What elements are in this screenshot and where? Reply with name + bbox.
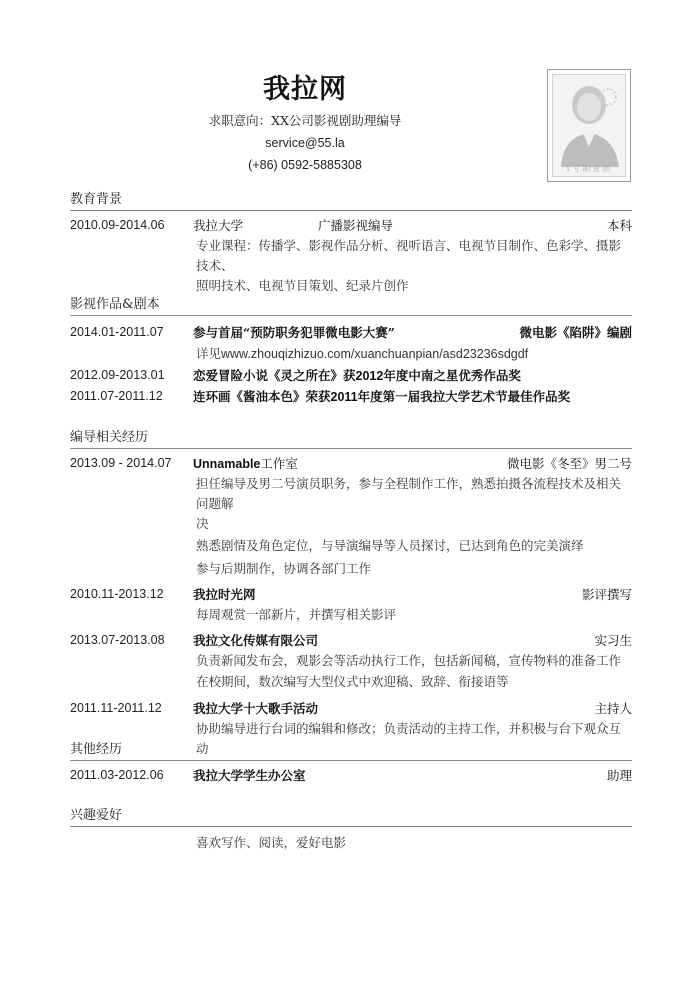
works-section — [70, 295, 632, 407]
school: 我拉大学 — [193, 218, 244, 233]
other-section — [70, 740, 632, 786]
experience-detail: 负责新闻发布会，观影会等活动执行工作，包括新闻稿，宣传物料的准备工作 — [196, 653, 622, 668]
photo-frame — [552, 74, 626, 177]
experience-row — [70, 453, 632, 474]
hobbies-text: 喜欢写作、阅读，爱好电影 — [196, 835, 347, 850]
section-title: 影视作品&剧本 — [70, 295, 632, 316]
major: 广播影视编导 — [318, 218, 394, 233]
work-title: 连环画《酱油本色》荣获2011年度第一届我拉大学艺术节最佳作品奖 — [193, 389, 571, 404]
date: 2010.09-2014.06 — [70, 218, 165, 232]
organization: Unnamable工作室 — [193, 456, 298, 471]
date: 2011.11-2011.12 — [70, 701, 162, 715]
date: 2013.07-2013.08 — [70, 633, 165, 647]
organization: 我拉时光网 — [193, 587, 256, 602]
experience-row — [70, 584, 632, 605]
role: 微电影《冬至》男二号 — [506, 456, 632, 471]
experience-detail: 熟悉剧情及角色定位，与导演编导等人员探讨，已达到角色的完美演绎 — [196, 538, 584, 553]
courses-line: 专业课程：传播学、影视作品分析、视听语言、电视节目制作、色彩学、摄影技术、 — [196, 238, 622, 273]
phone: (+86) 0592-5885308 — [248, 158, 362, 172]
experience-detail: 担任编导及男二号演员职务，参与全程制作工作，熟悉拍摄各流程技术及相关问题解 — [196, 476, 622, 511]
profile-photo — [547, 69, 631, 182]
resume-header — [0, 70, 610, 176]
degree: 本科 — [606, 218, 632, 233]
date: 2012.09-2013.01 — [70, 368, 165, 382]
person-silhouette-icon — [553, 75, 626, 177]
role: 助理 — [606, 768, 632, 783]
role: 实习生 — [594, 633, 632, 648]
section-title: 教育背景 — [70, 190, 632, 211]
education-row — [70, 215, 632, 236]
candidate-name: 我拉网 — [263, 74, 347, 105]
experience-section — [70, 428, 632, 759]
hobbies-section — [70, 806, 632, 853]
section-title: 兴趣爱好 — [70, 806, 632, 827]
job-objective: 求职意向：XX公司影视剧助理编导 — [208, 113, 402, 128]
section-title: 其他经历 — [70, 740, 632, 761]
experience-detail: 决 — [196, 516, 209, 531]
date: 2011.07-2011.12 — [70, 389, 163, 403]
works-row — [70, 322, 632, 343]
role: 微电影《陷阱》编剧 — [519, 325, 632, 340]
experience-row — [70, 630, 632, 651]
experience-detail: 每周观赏一部新片，并撰写相关影评 — [196, 607, 397, 622]
work-title: 参与首届“预防职务犯罪微电影大赛” — [193, 325, 395, 340]
education-section — [70, 190, 632, 296]
email: service@55.la — [265, 136, 345, 150]
works-row — [70, 386, 632, 407]
section-title: 编导相关经历 — [70, 428, 632, 449]
other-row — [70, 765, 632, 786]
date: 2011.03-2012.06 — [70, 768, 164, 782]
date: 2013.09 - 2014.07 — [70, 456, 172, 470]
works-row — [70, 365, 632, 386]
date: 2014.01-2011.07 — [70, 325, 164, 339]
experience-row — [70, 698, 632, 719]
organization: 我拉文化传媒有限公司 — [193, 633, 319, 648]
organization: 我拉大学学生办公室 — [193, 768, 306, 783]
photo-label: 1寸职业照 — [565, 164, 613, 173]
work-detail-link: 详见www.zhouqizhizuo.com/xuanchuanpian/asd23236sdgdf — [196, 347, 529, 361]
experience-detail: 在校期间，数次编写大型仪式中欢迎稿、致辞、衔接语等 — [196, 674, 509, 689]
experience-detail: 参与后期制作，协调各部门工作 — [196, 561, 372, 576]
role: 主持人 — [594, 701, 632, 716]
experience-detail: 协助编导进行台词的编辑和修改；负责活动的主持工作，并积极与台下观众互动 — [196, 721, 622, 756]
organization: 我拉大学十大歌手活动 — [193, 701, 319, 716]
role: 影评撰写 — [581, 587, 632, 602]
date: 2010.11-2013.12 — [70, 587, 164, 601]
courses-line: 照明技术、电视节目策划、纪录片创作 — [196, 278, 409, 293]
work-title: 恋爱冒险小说《灵之所在》获2012年度中南之星优秀作品奖 — [193, 368, 521, 383]
